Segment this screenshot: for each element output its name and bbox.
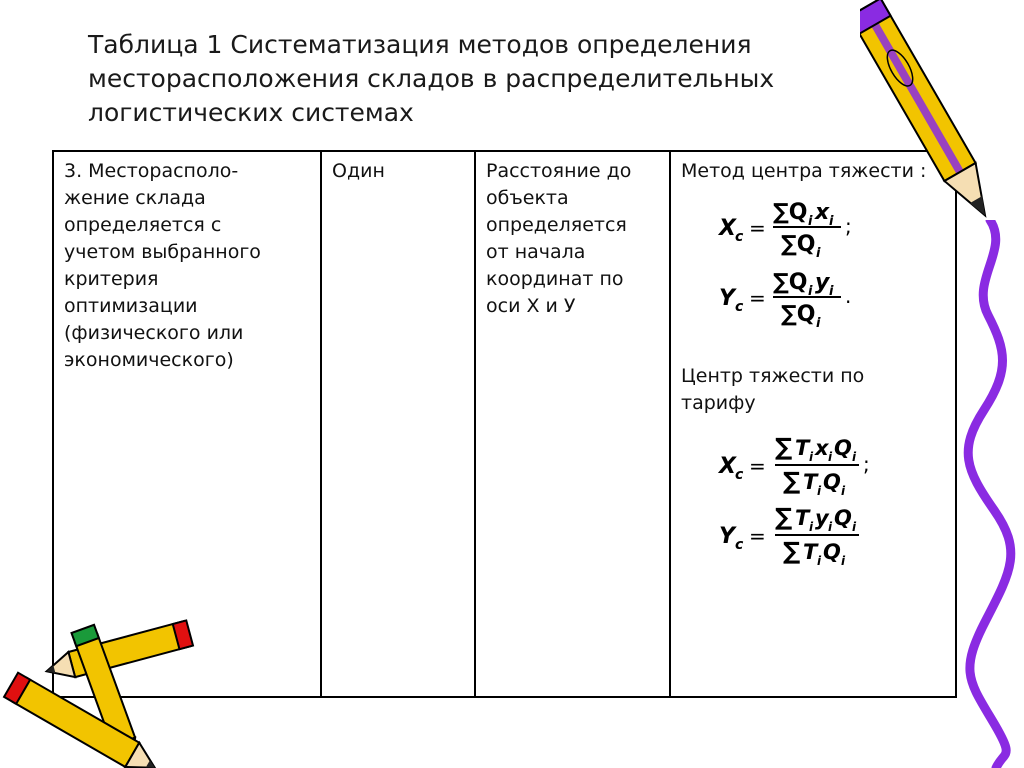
t-xc-symbol: X [719,454,736,479]
xc-subscript: c [735,229,744,245]
t-xc-q-sub: i [852,450,857,464]
criterion-line: оптимизации [64,295,198,317]
distance-line: Расстояние до [486,160,632,182]
t-yc-sum: ∑ [775,503,793,531]
t-yc-y: y [815,506,829,530]
wavy-line-decoration [960,220,1024,768]
t-yc-t-sub: i [809,520,814,534]
xc-numerator: ∑Q [773,200,808,225]
tariff-heading-line: Центр тяжести по [681,365,865,387]
yc-denominator: ∑Q [781,302,816,327]
t-xc-t-sub: i [809,450,814,464]
method-heading: Метод центра тяжести : [681,160,927,182]
yc-symbol: Y [719,286,735,311]
t-xc-den-t: T [803,470,818,494]
criterion-line: критерия [64,268,159,290]
yc-end: . [845,284,852,308]
distance-line: от начала [486,241,586,263]
t-yc-den-t: T [803,540,818,564]
t-xc-den-q: Q [823,470,841,494]
criterion-line: определяется с [64,214,222,236]
t-xc-x-sub: i [828,450,833,464]
t-yc-q: Q [834,506,852,530]
xc-den-sub: i [816,246,821,261]
t-xc-t: T [795,436,810,460]
criterion-line: жение склада [64,187,206,209]
yc-num-var: y [815,270,830,295]
xc-denominator: ∑Q [781,232,816,257]
t-yc-den-sum: ∑ [783,537,801,565]
yc-subscript: c [735,299,744,315]
distance-line: оси Х и У [486,295,576,317]
pencils-icon [0,600,210,768]
xc-end: ; [845,214,852,238]
criterion-line: (физического или [64,322,244,344]
t-yc-den-q-sub: i [841,554,846,568]
cell-distance [475,151,670,697]
pencil-icon [860,0,1000,240]
slide-title [88,28,848,130]
title-line-3: логистических системах [88,98,414,127]
tariff-formula [717,431,907,581]
t-xc-den-t-sub: i [817,484,822,498]
xc-symbol: X [719,216,736,241]
xc-num-var-sub: i [829,214,834,229]
t-xc-sum: ∑ [775,433,793,461]
distance-line: объекта [486,187,569,209]
yc-num-var-sub: i [829,284,834,299]
yc-den-sub: i [816,316,821,331]
title-line-1: Таблица 1 Систематизация методов определения [88,30,752,59]
t-xc-equals: = [749,454,766,478]
yc-numerator: ∑Q [773,270,808,295]
cell-count [321,151,475,697]
t-yc-t: T [795,506,810,530]
t-yc-subscript: c [735,537,744,553]
xc-num-sub: i [808,214,813,229]
t-yc-y-sub: i [828,520,833,534]
t-yc-equals: = [749,524,766,548]
distance-line: определяется [486,214,627,236]
title-line-2: месторасположения складов в распределительных [88,64,775,93]
t-yc-den-t-sub: i [817,554,822,568]
tariff-heading-line: тарифу [681,392,756,414]
xc-equals: = [749,216,766,240]
criterion-line: 3. Месторасполо- [64,160,239,182]
t-xc-end: ; [863,452,870,476]
count-value: Один [332,160,385,182]
distance-line: координат по [486,268,624,290]
yc-equals: = [749,286,766,310]
t-yc-symbol: Y [719,524,735,549]
t-yc-q-sub: i [852,520,857,534]
t-xc-x: x [815,436,829,460]
t-yc-den-q: Q [823,540,841,564]
criterion-line: экономического) [64,349,234,371]
criterion-line: учетом выбранного [64,241,261,263]
xc-num-var: x [815,200,830,225]
t-xc-den-sum: ∑ [783,467,801,495]
yc-num-sub: i [808,284,813,299]
t-xc-subscript: c [735,467,744,483]
t-xc-q: Q [834,436,852,460]
t-xc-den-q-sub: i [841,484,846,498]
